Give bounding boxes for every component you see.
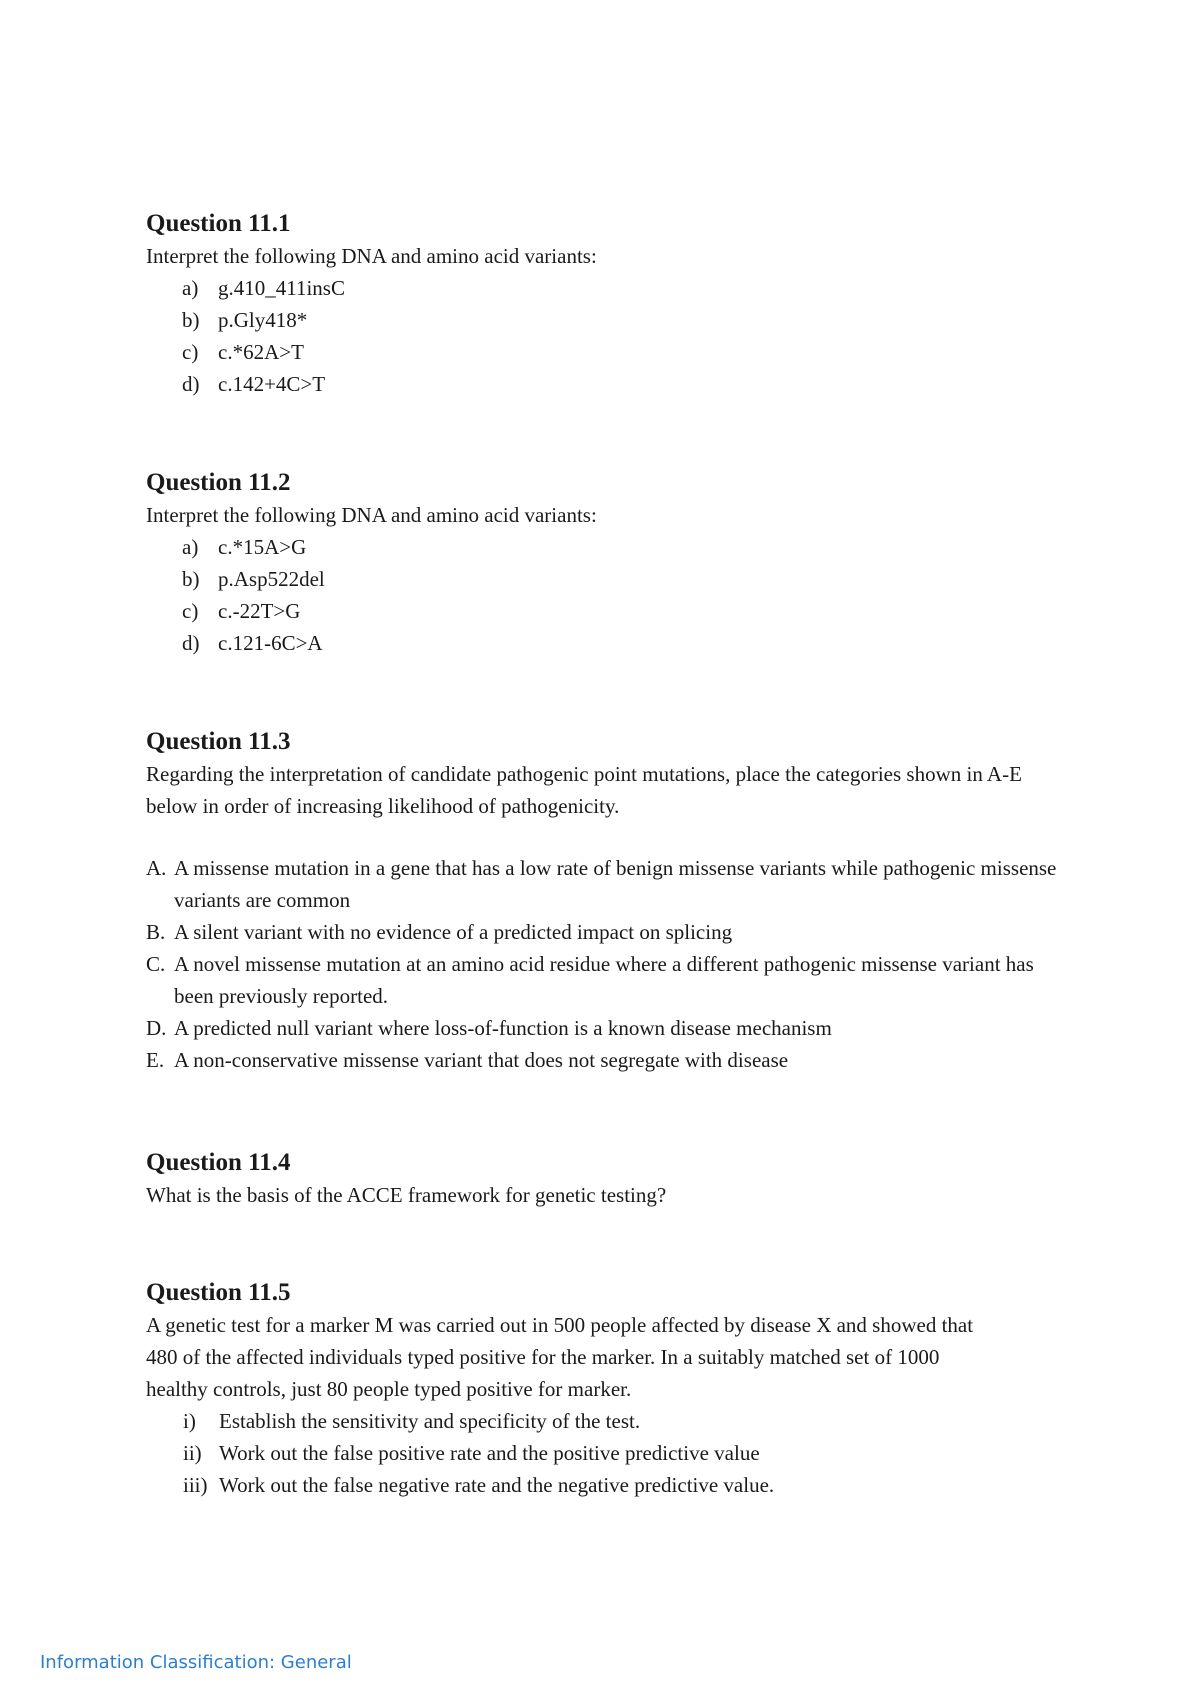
option-list xyxy=(146,531,1086,659)
category-item xyxy=(146,916,1071,948)
category-marker: D. xyxy=(146,1016,167,1040)
option-text: p.Gly418* xyxy=(218,308,308,332)
option-list xyxy=(146,272,1086,400)
option-text: c.*62A>T xyxy=(218,340,304,364)
task-item xyxy=(146,1469,1006,1501)
option-marker: d) xyxy=(182,372,200,396)
question-text: Interpret the following DNA and amino acid variants: xyxy=(146,503,597,527)
category-item xyxy=(146,1012,1071,1044)
task-item xyxy=(146,1437,1006,1469)
category-marker: A. xyxy=(146,856,167,880)
category-text: A missense mutation in a gene that has a low rate of benign missense variants while pathogenic missense variants are common xyxy=(174,856,1057,912)
question-11-4 xyxy=(146,1147,1086,1211)
question-text: What is the basis of the ACCE framework for genetic testing? xyxy=(146,1183,667,1207)
option-text: c.142+4C>T xyxy=(218,372,326,396)
option-marker: b) xyxy=(182,308,200,332)
option-item xyxy=(146,595,1086,627)
classification-footer: Information Classification: General xyxy=(40,1652,352,1673)
question-title: Question 11.3 xyxy=(146,728,291,755)
question-text: Interpret the following DNA and amino acid variants: xyxy=(146,244,597,268)
option-text: c.121-6C>A xyxy=(218,631,323,655)
option-marker: b) xyxy=(182,567,200,591)
category-text: A non-conservative missense variant that does not segregate with disease xyxy=(174,1048,789,1072)
category-text: A predicted null variant where loss-of-function is a known disease mechanism xyxy=(174,1016,832,1040)
task-text: Work out the false negative rate and the negative predictive value. xyxy=(219,1473,775,1497)
option-marker: a) xyxy=(182,535,199,559)
option-item xyxy=(146,531,1086,563)
option-text: g.410_411insC xyxy=(218,276,345,300)
task-marker: i) xyxy=(183,1409,196,1433)
category-item xyxy=(146,948,1071,1012)
task-marker: iii) xyxy=(183,1473,208,1497)
task-marker: ii) xyxy=(183,1441,202,1465)
question-11-1 xyxy=(146,208,1086,400)
option-text: c.-22T>G xyxy=(218,599,301,623)
question-11-5 xyxy=(146,1277,1006,1501)
question-title: Question 11.1 xyxy=(146,210,291,237)
task-list xyxy=(146,1405,1006,1501)
question-11-2 xyxy=(146,467,1086,659)
category-marker: C. xyxy=(146,952,166,976)
question-text: A genetic test for a marker M was carried out in 500 people affected by disease X and showed that 480 of the affected individuals typed positive for the marker. In a suitably matched set of 1000 healthy controls, just 80 people typed positive for marker. xyxy=(146,1313,974,1401)
option-text: p.Asp522del xyxy=(218,567,325,591)
task-text: Establish the sensitivity and specificity of the test. xyxy=(219,1409,641,1433)
category-text: A novel missense mutation at an amino acid residue where a different pathogenic missense variant has been previously reported. xyxy=(174,952,1034,1008)
task-text: Work out the false positive rate and the positive predictive value xyxy=(219,1441,760,1465)
question-title: Question 11.2 xyxy=(146,469,291,496)
question-title: Question 11.5 xyxy=(146,1279,291,1306)
task-item xyxy=(146,1405,1006,1437)
option-text: c.*15A>G xyxy=(218,535,307,559)
option-item xyxy=(146,304,1086,336)
category-list xyxy=(146,852,1071,1076)
option-marker: d) xyxy=(182,631,200,655)
option-item xyxy=(146,336,1086,368)
category-item xyxy=(146,852,1071,916)
category-marker: E. xyxy=(146,1048,165,1072)
category-marker: B. xyxy=(146,920,166,944)
option-marker: c) xyxy=(182,340,199,364)
option-item xyxy=(146,563,1086,595)
option-marker: c) xyxy=(182,599,199,623)
question-title: Question 11.4 xyxy=(146,1149,291,1176)
category-item xyxy=(146,1044,1071,1076)
question-11-3 xyxy=(146,726,1071,1076)
option-marker: a) xyxy=(182,276,199,300)
option-item xyxy=(146,272,1086,304)
option-item xyxy=(146,368,1086,400)
question-text: Regarding the interpretation of candidate pathogenic point mutations, place the categories shown in A-E below in order of increasing likelihood of pathogenicity. xyxy=(146,762,1022,818)
category-text: A silent variant with no evidence of a predicted impact on splicing xyxy=(174,920,733,944)
option-item xyxy=(146,627,1086,659)
